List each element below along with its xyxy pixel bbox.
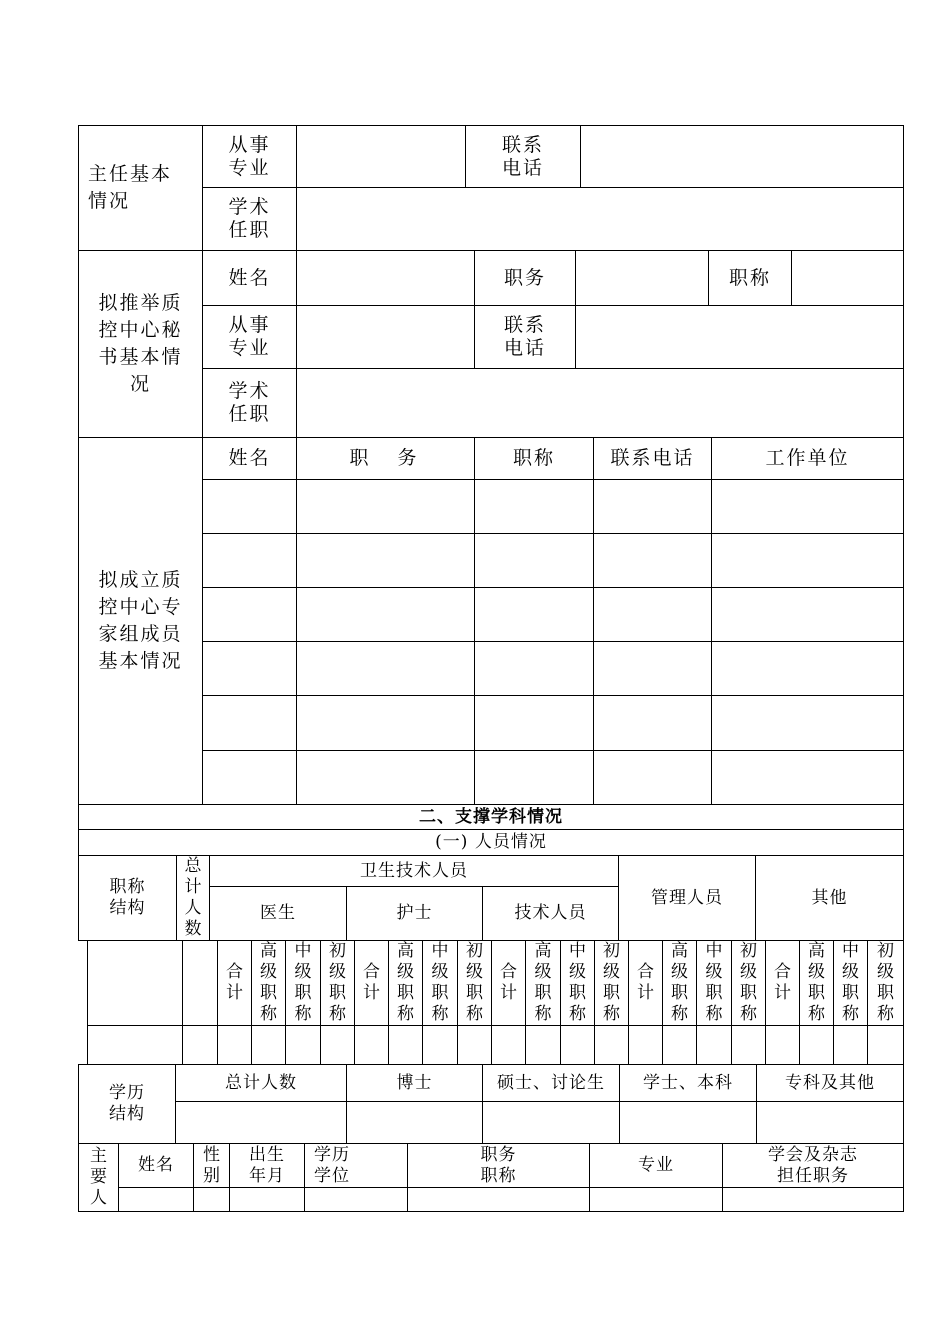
nurse-header <box>346 886 483 941</box>
experts-header-unit-text: 工作单位 <box>765 447 850 469</box>
management-junior-header-text: 初 级 职 称 <box>740 941 757 1024</box>
technician-header <box>482 886 619 941</box>
key-people-header-gender <box>193 1143 230 1188</box>
secretary-title-label <box>708 250 792 306</box>
secretary-academic-field <box>296 368 904 438</box>
expert-row-4-position <box>296 641 475 696</box>
secretary-position-field <box>575 250 709 306</box>
secretary-position-label <box>474 250 576 306</box>
experts-section-label <box>78 437 203 805</box>
technician-header-text: 技术人员 <box>514 903 587 923</box>
technician-middle-header <box>560 940 595 1026</box>
nurse-senior-value <box>388 1025 423 1065</box>
key-people-header-society-text: 学会及杂志 担任职务 <box>768 1144 858 1186</box>
key-people-name-value <box>118 1187 194 1212</box>
key-people-society-value <box>722 1187 904 1212</box>
director-section-label <box>78 125 203 251</box>
nurse-total-header <box>354 940 389 1026</box>
title-data-blank-2 <box>182 1025 218 1065</box>
other-total-header-text: 合 计 <box>774 962 791 1003</box>
key-people-header-name-text: 姓名 <box>138 1155 174 1175</box>
key-people-header-position <box>407 1143 590 1188</box>
key-people-header-major <box>589 1143 723 1188</box>
technician-total-header-text: 合 计 <box>500 962 517 1003</box>
secretary-phone-label-text: 联系 电话 <box>503 314 546 359</box>
other-header-text: 其他 <box>811 887 848 908</box>
secretary-section-label-text: 拟推举质 控中心秘 书基本情 况 <box>98 292 183 395</box>
health-tech-header-text: 卫生技术人员 <box>360 860 468 881</box>
expert-row-4-unit <box>711 641 904 696</box>
education-header-master-text: 硕士、讨论生 <box>497 1072 605 1093</box>
education-phd-value <box>346 1101 483 1144</box>
expert-row-3-title <box>474 587 594 642</box>
expert-row-1-name <box>202 479 297 534</box>
expert-row-2-phone <box>593 533 712 588</box>
doctor-senior-header <box>251 940 286 1026</box>
management-total-header-text: 合 计 <box>637 962 654 1003</box>
other-middle-header <box>833 940 868 1026</box>
experts-header-position <box>296 437 475 480</box>
key-people-header-gender-text: 性 别 <box>203 1144 220 1186</box>
section2-title-text: 二、支撑学科情况 <box>419 806 563 827</box>
nurse-middle-header-text: 中 级 职 称 <box>431 941 449 1024</box>
expert-row-1-title <box>474 479 594 534</box>
doctor-junior-value <box>320 1025 355 1065</box>
section2-title <box>78 804 904 830</box>
expert-row-4-name <box>202 641 297 696</box>
management-middle-header <box>696 940 732 1026</box>
expert-row-6-phone <box>593 750 712 805</box>
education-label <box>78 1064 176 1144</box>
director-phone-label <box>465 125 581 188</box>
education-total-value <box>175 1101 347 1144</box>
expert-row-5-name <box>202 695 297 751</box>
doctor-middle-header-text: 中 级 职 称 <box>294 941 312 1024</box>
experts-header-name <box>202 437 297 480</box>
expert-row-6-title <box>474 750 594 805</box>
technician-senior-value <box>525 1025 561 1065</box>
other-senior-header-text: 高 级 职 称 <box>808 941 825 1024</box>
technician-middle-header-text: 中 级 职 称 <box>569 941 586 1024</box>
key-people-header-birth-text: 出生 年月 <box>249 1144 285 1186</box>
nurse-junior-header-text: 初 级 职 称 <box>466 941 483 1024</box>
expert-row-2-unit <box>711 533 904 588</box>
experts-header-phone <box>593 437 712 480</box>
expert-row-6-name <box>202 750 297 805</box>
secretary-academic-label-text: 学术 任职 <box>228 380 271 425</box>
key-people-degree-value <box>304 1187 408 1212</box>
doctor-middle-header <box>285 940 321 1026</box>
expert-row-1-unit <box>711 479 904 534</box>
doctor-junior-header-text: 初 级 职 称 <box>329 941 346 1024</box>
key-people-header-birth <box>229 1143 305 1188</box>
other-middle-value <box>833 1025 868 1065</box>
education-header-bachelor <box>619 1064 757 1102</box>
education-header-phd-text: 博士 <box>396 1072 433 1093</box>
title-structure-label <box>78 855 177 941</box>
secretary-major-label <box>202 305 297 369</box>
expert-row-6-position <box>296 750 475 805</box>
education-college-value <box>756 1101 904 1144</box>
management-junior-value <box>731 1025 766 1065</box>
education-header-bachelor-text: 学士、本科 <box>643 1072 733 1093</box>
title-structure-total <box>176 855 210 941</box>
secretary-name-field <box>296 250 475 306</box>
nurse-total-header-text: 合 计 <box>363 962 380 1003</box>
director-major-label-text: 从事 专业 <box>228 133 271 179</box>
director-major-field <box>296 125 466 188</box>
education-header-phd <box>346 1064 483 1102</box>
education-header-total <box>175 1064 347 1102</box>
experts-header-position-text: 职 务 <box>349 447 422 469</box>
secretary-phone-field <box>575 305 904 369</box>
key-people-header-position-text: 职务 职称 <box>480 1144 517 1186</box>
doctor-header-text: 医生 <box>260 903 296 923</box>
key-people-header-degree <box>304 1143 408 1188</box>
title-structure-label-text: 职称 结构 <box>109 877 146 918</box>
management-header-text: 管理人员 <box>651 887 723 908</box>
doctor-senior-value <box>251 1025 286 1065</box>
technician-junior-header <box>594 940 629 1026</box>
key-people-major-value <box>589 1187 723 1212</box>
title-structure-total-text: 总 计 人 数 <box>184 856 202 939</box>
expert-row-2-title <box>474 533 594 588</box>
title-sub-blank-2 <box>182 940 218 1026</box>
section2-subtitle <box>78 829 904 856</box>
director-phone-label-text: 联系 电话 <box>501 133 544 179</box>
other-total-value <box>765 1025 800 1065</box>
director-academic-label-text: 学术 任职 <box>228 196 271 241</box>
doctor-senior-header-text: 高 级 职 称 <box>260 941 277 1024</box>
expert-row-5-phone <box>593 695 712 751</box>
doctor-header <box>209 886 347 941</box>
experts-header-title <box>474 437 594 480</box>
education-header-college <box>756 1064 904 1102</box>
secretary-name-label-text: 姓名 <box>228 266 271 289</box>
other-junior-value <box>867 1025 904 1065</box>
nurse-junior-header <box>457 940 492 1026</box>
doctor-junior-header <box>320 940 355 1026</box>
expert-row-2-name <box>202 533 297 588</box>
section2-subtitle-text: (一) 人员情况 <box>435 832 547 852</box>
secretary-phone-label <box>474 305 576 369</box>
education-bachelor-value <box>619 1101 757 1144</box>
key-people-label <box>78 1143 119 1212</box>
expert-row-3-unit <box>711 587 904 642</box>
title-data-blank-1 <box>87 1025 183 1065</box>
health-tech-header <box>209 855 619 887</box>
expert-row-3-position <box>296 587 475 642</box>
doctor-total-header <box>217 940 252 1026</box>
other-junior-header-text: 初 级 职 称 <box>877 941 894 1024</box>
key-people-header-degree-text: 学历 学位 <box>314 1144 350 1186</box>
technician-middle-value <box>560 1025 595 1065</box>
education-label-text: 学历 结构 <box>109 1083 145 1124</box>
title-sub-blank-1 <box>87 940 183 1026</box>
management-senior-value <box>662 1025 697 1065</box>
secretary-section-label <box>78 250 203 438</box>
director-phone-field <box>580 125 904 188</box>
key-people-birth-value <box>229 1187 305 1212</box>
expert-row-5-title <box>474 695 594 751</box>
other-senior-header <box>799 940 834 1026</box>
key-people-gender-value <box>193 1187 230 1212</box>
expert-row-5-position <box>296 695 475 751</box>
doctor-total-value <box>217 1025 252 1065</box>
director-academic-field <box>296 187 904 251</box>
expert-row-5-unit <box>711 695 904 751</box>
secretary-title-label-text: 职称 <box>728 266 771 289</box>
expert-row-3-name <box>202 587 297 642</box>
expert-row-3-phone <box>593 587 712 642</box>
key-people-header-name <box>118 1143 194 1188</box>
other-header <box>755 855 904 941</box>
nurse-middle-value <box>422 1025 458 1065</box>
key-people-header-major-text: 专业 <box>638 1155 674 1175</box>
education-master-value <box>482 1101 620 1144</box>
nurse-senior-header-text: 高 级 职 称 <box>397 941 414 1024</box>
doctor-total-header-text: 合 计 <box>226 962 243 1003</box>
key-people-label-text: 主 要 人 <box>90 1146 107 1208</box>
expert-row-2-position <box>296 533 475 588</box>
secretary-academic-label <box>202 368 297 438</box>
management-senior-header <box>662 940 697 1026</box>
nurse-total-value <box>354 1025 389 1065</box>
doctor-middle-value <box>285 1025 321 1065</box>
secretary-position-label-text: 职务 <box>503 266 546 289</box>
expert-row-4-title <box>474 641 594 696</box>
expert-row-1-phone <box>593 479 712 534</box>
management-middle-header-text: 中 级 职 称 <box>705 941 723 1024</box>
key-people-header-society <box>722 1143 904 1188</box>
expert-row-1-position <box>296 479 475 534</box>
other-middle-header-text: 中 级 职 称 <box>842 941 859 1024</box>
experts-header-unit <box>711 437 904 480</box>
director-academic-label <box>202 187 297 251</box>
director-major-label <box>202 125 297 188</box>
nurse-senior-header <box>388 940 423 1026</box>
other-junior-header <box>867 940 904 1026</box>
nurse-middle-header <box>422 940 458 1026</box>
secretary-major-field <box>296 305 475 369</box>
technician-senior-header-text: 高 级 职 称 <box>534 941 552 1024</box>
other-total-header <box>765 940 800 1026</box>
management-header <box>618 855 756 941</box>
experts-section-label-text: 拟成立质 控中心专 家组成员 基本情况 <box>98 569 183 672</box>
education-header-total-text: 总计人数 <box>225 1072 297 1093</box>
education-header-master <box>482 1064 620 1102</box>
nurse-header-text: 护士 <box>396 903 433 923</box>
management-middle-value <box>696 1025 732 1065</box>
technician-junior-header-text: 初 级 职 称 <box>603 941 620 1024</box>
secretary-name-label <box>202 250 297 306</box>
management-junior-header <box>731 940 766 1026</box>
key-people-position-value <box>407 1187 590 1212</box>
technician-total-header <box>491 940 526 1026</box>
experts-header-phone-text: 联系电话 <box>610 447 695 469</box>
experts-header-name-text: 姓名 <box>228 447 271 469</box>
experts-header-title-text: 职称 <box>512 447 555 469</box>
management-total-header <box>628 940 663 1026</box>
management-senior-header-text: 高 级 职 称 <box>671 941 688 1024</box>
secretary-major-label-text: 从事 专业 <box>228 314 271 359</box>
expert-row-4-phone <box>593 641 712 696</box>
other-senior-value <box>799 1025 834 1065</box>
expert-row-6-unit <box>711 750 904 805</box>
secretary-title-field <box>791 250 904 306</box>
technician-total-value <box>491 1025 526 1065</box>
education-header-college-text: 专科及其他 <box>785 1072 875 1093</box>
nurse-junior-value <box>457 1025 492 1065</box>
technician-junior-value <box>594 1025 629 1065</box>
director-section-label-text: 主任基本 情况 <box>88 163 173 212</box>
management-total-value <box>628 1025 663 1065</box>
technician-senior-header <box>525 940 561 1026</box>
